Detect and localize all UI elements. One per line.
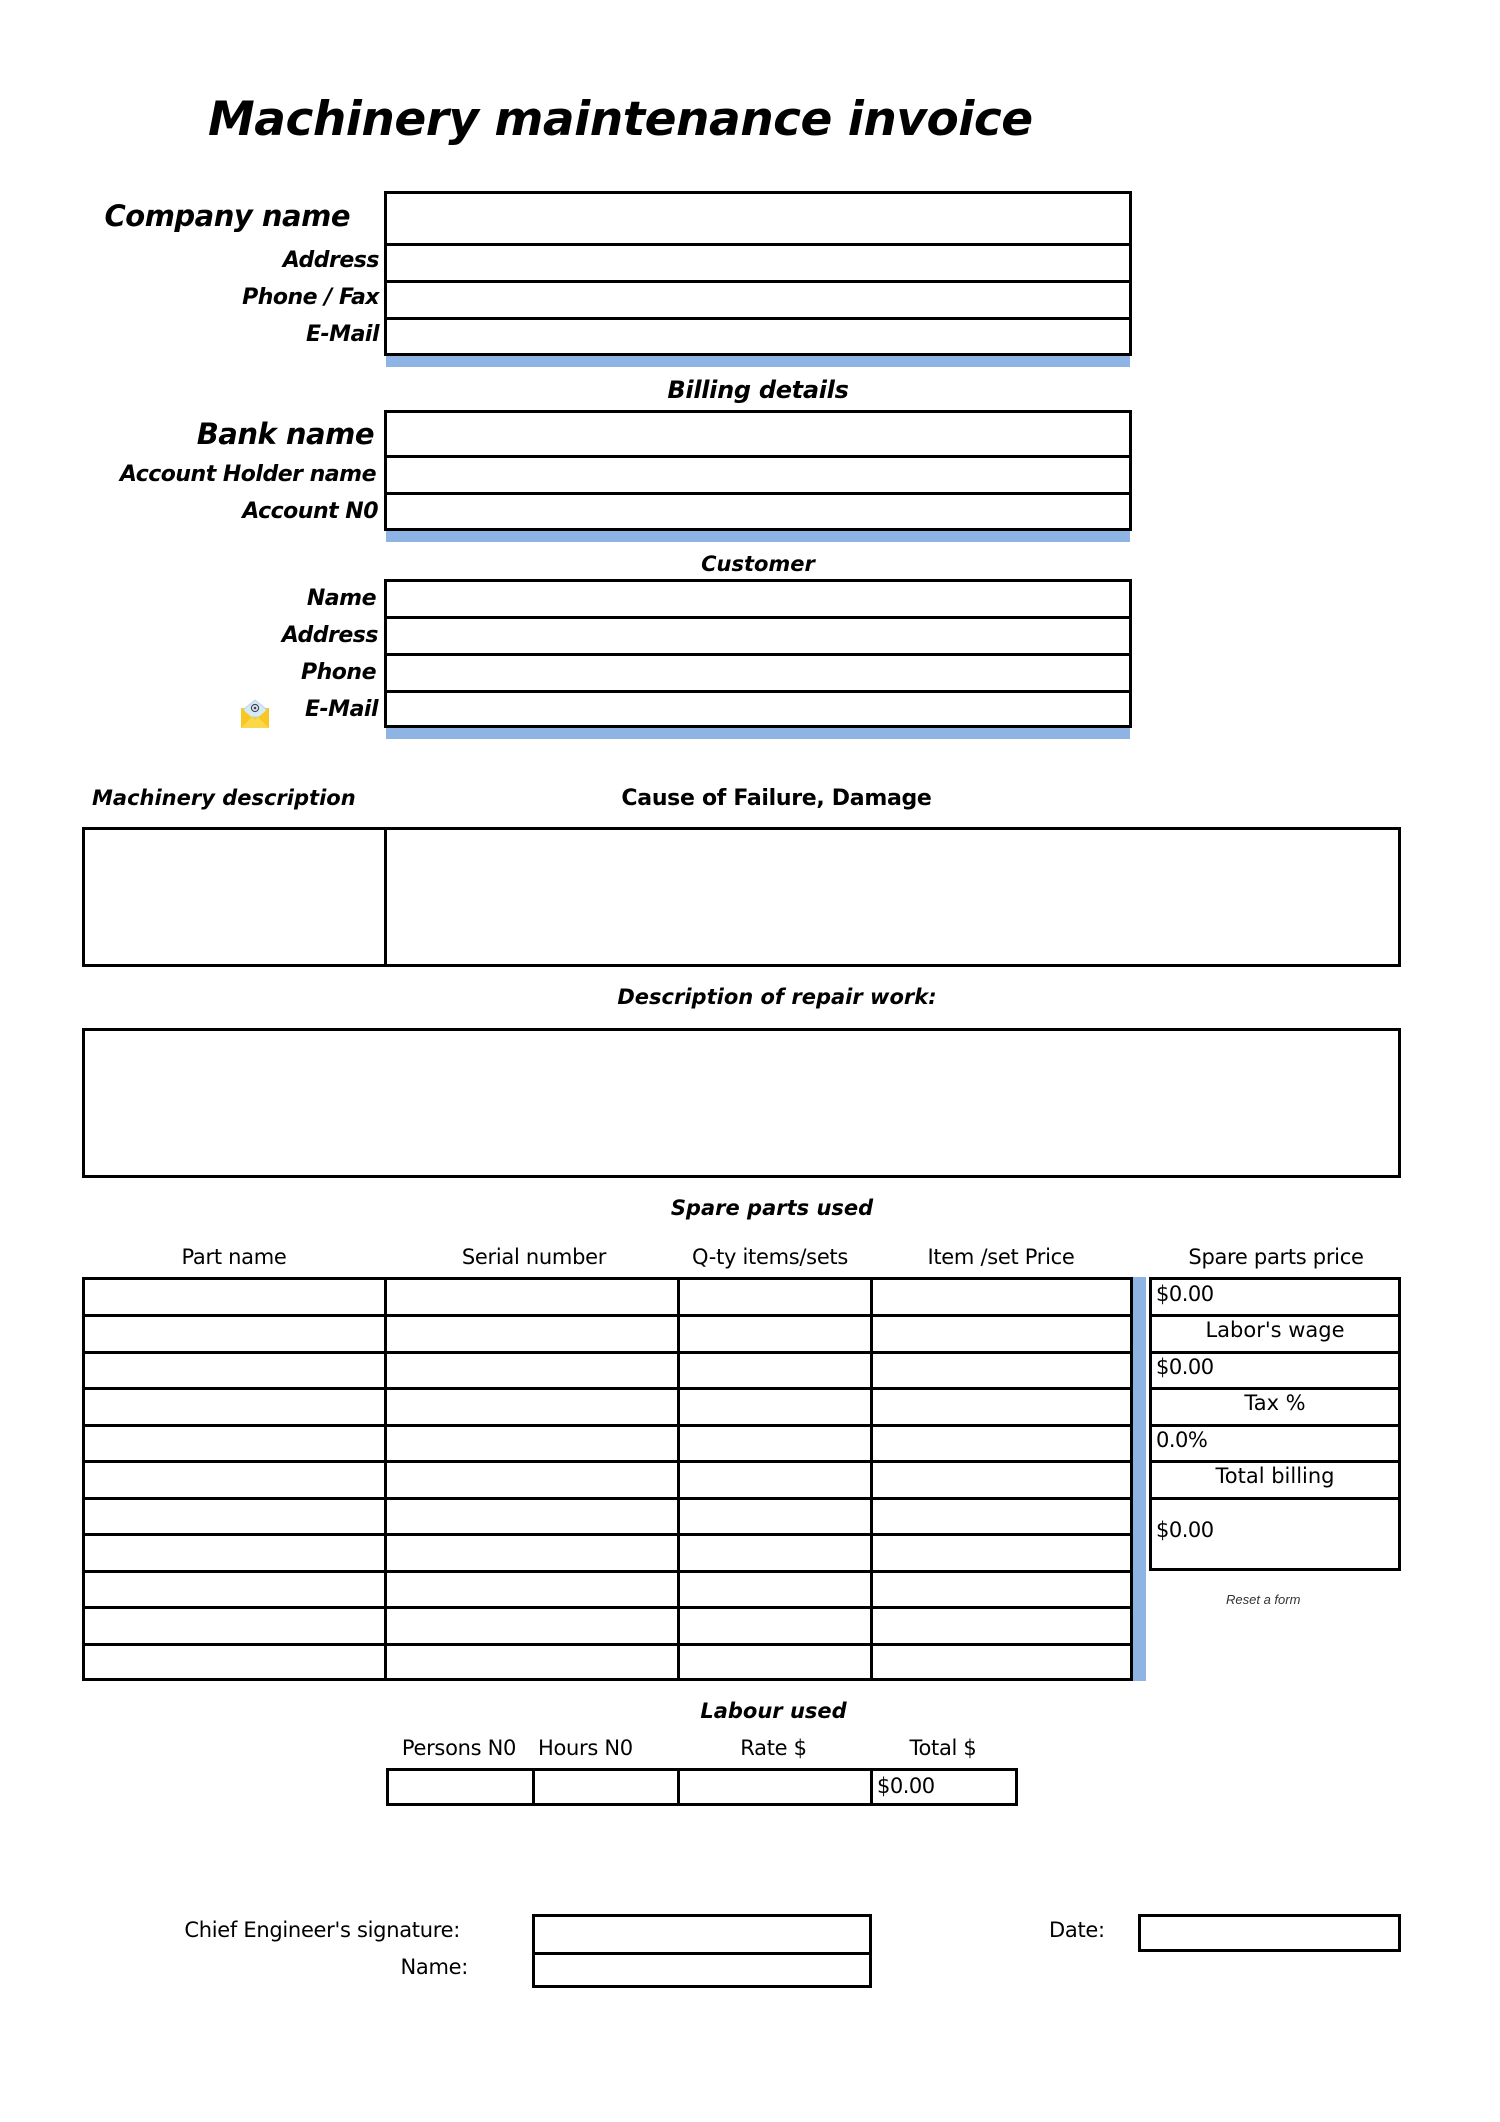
- company-name-field[interactable]: [387, 194, 1129, 246]
- tax-value[interactable]: 0.0%: [1156, 1428, 1208, 1452]
- company-name-input[interactable]: [387, 194, 1129, 243]
- part-name-input[interactable]: [85, 1612, 384, 1646]
- page-title: Machinery maintenance invoice: [208, 92, 1033, 147]
- repair-description-box[interactable]: [82, 1028, 1401, 1178]
- engineer-name-field[interactable]: [535, 1955, 869, 1985]
- spare-parts-price-value: $0.00: [1156, 1282, 1214, 1306]
- failure-cause-input[interactable]: [387, 830, 1398, 964]
- parts-cell[interactable]: [387, 1539, 677, 1573]
- customer-fields-box: [384, 579, 1132, 728]
- parts-cell[interactable]: [85, 1356, 384, 1390]
- billing-fields-box: [384, 410, 1132, 531]
- parts-cell[interactable]: [873, 1575, 1130, 1609]
- spare-parts-heading: Spare parts used: [670, 1196, 874, 1220]
- account-holder-field[interactable]: [387, 458, 1129, 495]
- labour-total-value: $0.00: [877, 1774, 935, 1798]
- row-divider: [1152, 1460, 1398, 1463]
- part-name-input[interactable]: [85, 1502, 384, 1536]
- quantity-input[interactable]: [680, 1466, 870, 1500]
- account-number-label: Account N0: [242, 499, 378, 524]
- account-number-field[interactable]: [387, 495, 1129, 528]
- parts-cell[interactable]: [680, 1320, 870, 1354]
- labour-heading: Labour used: [700, 1699, 847, 1723]
- date-label: Date:: [1049, 1918, 1105, 1942]
- tax-label: Tax %: [1244, 1391, 1306, 1415]
- labor-wage-value: $0.00: [1156, 1355, 1214, 1379]
- parts-cell[interactable]: [680, 1466, 870, 1500]
- billing-accent-bar: [386, 531, 1130, 542]
- customer-name-label: Name: [306, 586, 376, 611]
- parts-cell[interactable]: [387, 1575, 677, 1609]
- repair-description-label: Description of repair work:: [617, 985, 937, 1009]
- col-header-part-name: Part name: [181, 1245, 287, 1269]
- customer-address-input[interactable]: [387, 619, 1129, 653]
- company-address-label: Address: [282, 248, 379, 273]
- parts-cell[interactable]: [85, 1648, 384, 1682]
- date-input[interactable]: [1141, 1917, 1398, 1949]
- item-price-input[interactable]: [873, 1280, 1130, 1314]
- parts-cell[interactable]: [873, 1393, 1130, 1427]
- part-name-input[interactable]: [85, 1280, 384, 1314]
- serial-number-input[interactable]: [387, 1612, 677, 1646]
- parts-cell[interactable]: [85, 1320, 384, 1354]
- failure-cause-label: Cause of Failure, Damage: [621, 786, 932, 811]
- serial-number-input[interactable]: [387, 1502, 677, 1536]
- item-price-input[interactable]: [873, 1612, 1130, 1646]
- part-name-input[interactable]: [85, 1575, 384, 1609]
- parts-cell[interactable]: [680, 1612, 870, 1646]
- machinery-description-input[interactable]: [85, 830, 384, 964]
- labour-col-rate: Rate $: [740, 1736, 807, 1760]
- item-price-input[interactable]: [873, 1539, 1130, 1573]
- labor-wage-label: Labor's wage: [1205, 1318, 1345, 1342]
- parts-cell[interactable]: [873, 1356, 1130, 1390]
- row-divider: [1152, 1387, 1398, 1390]
- machinery-box: [82, 827, 1401, 967]
- col-header-serial-number: Serial number: [461, 1245, 607, 1269]
- account-holder-input[interactable]: [387, 458, 1129, 492]
- labour-rate-field[interactable]: [680, 1771, 870, 1803]
- parts-cell[interactable]: [387, 1280, 677, 1314]
- labour-persons-input[interactable]: [389, 1771, 532, 1803]
- col-header-spare-parts-price: Spare parts price: [1188, 1245, 1364, 1269]
- item-price-input[interactable]: [873, 1648, 1130, 1682]
- signature-field[interactable]: [535, 1917, 869, 1952]
- customer-email-field[interactable]: [387, 693, 1129, 725]
- part-name-input[interactable]: [85, 1429, 384, 1463]
- item-price-input[interactable]: [873, 1575, 1130, 1609]
- parts-cell[interactable]: [680, 1356, 870, 1390]
- item-price-input[interactable]: [873, 1502, 1130, 1536]
- parts-cell[interactable]: [85, 1539, 384, 1573]
- account-number-input[interactable]: [387, 495, 1129, 528]
- col-header-item-price: Item /set Price: [927, 1245, 1075, 1269]
- col-header-quantity: Q-ty items/sets: [691, 1245, 849, 1269]
- parts-cell[interactable]: [387, 1356, 677, 1390]
- part-name-input[interactable]: [85, 1539, 384, 1573]
- parts-cell[interactable]: [85, 1502, 384, 1536]
- email-envelope-icon[interactable]: [238, 697, 272, 729]
- signature-name-label: Name:: [400, 1955, 468, 1979]
- labour-hours-input[interactable]: [535, 1771, 677, 1803]
- parts-cell[interactable]: [387, 1429, 677, 1463]
- machinery-description-field[interactable]: [85, 830, 384, 964]
- labour-col-hours: Hours N0: [538, 1736, 633, 1760]
- customer-heading: Customer: [701, 552, 815, 576]
- customer-accent-bar: [386, 728, 1130, 739]
- quantity-input[interactable]: [680, 1648, 870, 1682]
- engineer-name-input[interactable]: [535, 1955, 869, 1985]
- company-phone-label: Phone / Fax: [242, 285, 379, 310]
- row-divider: [1152, 1497, 1398, 1500]
- company-phone-field[interactable]: [387, 283, 1129, 320]
- customer-phone-input[interactable]: [387, 656, 1129, 690]
- parts-cell[interactable]: [387, 1320, 677, 1354]
- bank-name-label: Bank name: [196, 417, 374, 451]
- part-name-input[interactable]: [85, 1320, 384, 1354]
- parts-cell[interactable]: [680, 1648, 870, 1682]
- total-billing-value: $0.00: [1156, 1518, 1214, 1542]
- total-billing-label: Total billing: [1215, 1464, 1335, 1488]
- signature-box: [532, 1914, 872, 1988]
- item-price-input[interactable]: [873, 1429, 1130, 1463]
- parts-cell[interactable]: [85, 1280, 384, 1314]
- row-divider: [1152, 1314, 1398, 1317]
- quantity-input[interactable]: [680, 1393, 870, 1427]
- quantity-input[interactable]: [680, 1280, 870, 1314]
- customer-email-input[interactable]: [387, 693, 1129, 725]
- serial-number-input[interactable]: [387, 1466, 677, 1500]
- customer-address-label: Address: [281, 623, 378, 648]
- parts-cell[interactable]: [85, 1612, 384, 1646]
- item-price-input[interactable]: [873, 1466, 1130, 1500]
- labour-hours-field[interactable]: [535, 1771, 677, 1803]
- machinery-description-label: Machinery description: [92, 786, 356, 810]
- row-divider: [1152, 1351, 1398, 1354]
- reset-form-button[interactable]: Reset a form: [1226, 1592, 1301, 1607]
- serial-number-input[interactable]: [387, 1280, 677, 1314]
- parts-cell[interactable]: [85, 1575, 384, 1609]
- labour-col-total: Total $: [909, 1736, 977, 1760]
- quantity-input[interactable]: [680, 1575, 870, 1609]
- part-name-input[interactable]: [85, 1648, 384, 1682]
- failure-cause-field[interactable]: [387, 830, 1398, 964]
- parts-cell[interactable]: [873, 1648, 1130, 1682]
- serial-number-input[interactable]: [387, 1393, 677, 1427]
- parts-cell[interactable]: [680, 1502, 870, 1536]
- quantity-input[interactable]: [680, 1429, 870, 1463]
- signature-label: Chief Engineer's signature:: [184, 1918, 460, 1942]
- bank-name-input[interactable]: [387, 413, 1129, 455]
- parts-cell[interactable]: [873, 1539, 1130, 1573]
- billing-heading: Billing details: [667, 376, 849, 404]
- labour-persons-field[interactable]: [389, 1771, 532, 1803]
- parts-cell[interactable]: [680, 1280, 870, 1314]
- company-fields-box: [384, 191, 1132, 356]
- serial-number-input[interactable]: [387, 1356, 677, 1390]
- parts-cell[interactable]: [85, 1393, 384, 1427]
- company-email-label: E-Mail: [306, 322, 379, 347]
- parts-cell[interactable]: [873, 1466, 1130, 1500]
- company-name-label: Company name: [104, 199, 350, 233]
- spare-parts-table: [82, 1277, 1133, 1681]
- parts-cell[interactable]: [387, 1466, 677, 1500]
- date-field[interactable]: [1138, 1914, 1401, 1952]
- parts-cell[interactable]: [680, 1429, 870, 1463]
- customer-phone-label: Phone: [301, 660, 376, 685]
- parts-cell[interactable]: [873, 1612, 1130, 1646]
- serial-number-input[interactable]: [387, 1320, 677, 1354]
- item-price-input[interactable]: [873, 1393, 1130, 1427]
- parts-cell[interactable]: [85, 1429, 384, 1463]
- parts-cell[interactable]: [873, 1320, 1130, 1354]
- parts-cell[interactable]: [873, 1502, 1130, 1536]
- company-address-input[interactable]: [387, 246, 1129, 280]
- serial-number-input[interactable]: [387, 1575, 677, 1609]
- item-price-input[interactable]: [873, 1356, 1130, 1390]
- serial-number-input[interactable]: [387, 1648, 677, 1682]
- serial-number-input[interactable]: [387, 1539, 677, 1573]
- company-phone-input[interactable]: [387, 283, 1129, 317]
- parts-cell[interactable]: [85, 1466, 384, 1500]
- quantity-input[interactable]: [680, 1502, 870, 1536]
- labour-rate-input[interactable]: [680, 1771, 870, 1803]
- labour-table: [386, 1768, 1018, 1806]
- part-name-input[interactable]: [85, 1393, 384, 1427]
- quantity-input[interactable]: [680, 1320, 870, 1354]
- serial-number-input[interactable]: [387, 1429, 677, 1463]
- part-name-input[interactable]: [85, 1356, 384, 1390]
- parts-cell[interactable]: [387, 1393, 677, 1427]
- parts-cell[interactable]: [680, 1539, 870, 1573]
- bank-name-field[interactable]: [387, 413, 1129, 458]
- quantity-input[interactable]: [680, 1612, 870, 1646]
- row-divider: [1152, 1424, 1398, 1427]
- company-address-field[interactable]: [387, 246, 1129, 283]
- company-email-input[interactable]: [387, 320, 1129, 353]
- parts-cell[interactable]: [387, 1612, 677, 1646]
- company-email-field[interactable]: [387, 320, 1129, 353]
- customer-name-input[interactable]: [387, 582, 1129, 616]
- company-accent-bar: [386, 356, 1130, 367]
- account-holder-label: Account Holder name: [119, 462, 376, 487]
- row-divider: [85, 1314, 1130, 1317]
- item-price-input[interactable]: [873, 1320, 1130, 1354]
- parts-cell[interactable]: [873, 1280, 1130, 1314]
- repair-description-input[interactable]: [85, 1031, 1398, 1175]
- quantity-input[interactable]: [680, 1539, 870, 1573]
- labour-col-persons: Persons N0: [401, 1736, 517, 1760]
- customer-address-field[interactable]: [387, 619, 1129, 656]
- parts-cell[interactable]: [387, 1502, 677, 1536]
- parts-cell[interactable]: [680, 1575, 870, 1609]
- parts-cell[interactable]: [387, 1648, 677, 1682]
- customer-name-field[interactable]: [387, 582, 1129, 619]
- customer-email-label: E-Mail: [305, 697, 378, 722]
- summary-box: [1149, 1277, 1401, 1571]
- part-name-input[interactable]: [85, 1466, 384, 1500]
- parts-accent-bar: [1133, 1277, 1146, 1681]
- parts-cell[interactable]: [680, 1393, 870, 1427]
- signature-input[interactable]: [535, 1917, 869, 1952]
- customer-phone-field[interactable]: [387, 656, 1129, 693]
- parts-cell[interactable]: [873, 1429, 1130, 1463]
- quantity-input[interactable]: [680, 1356, 870, 1390]
